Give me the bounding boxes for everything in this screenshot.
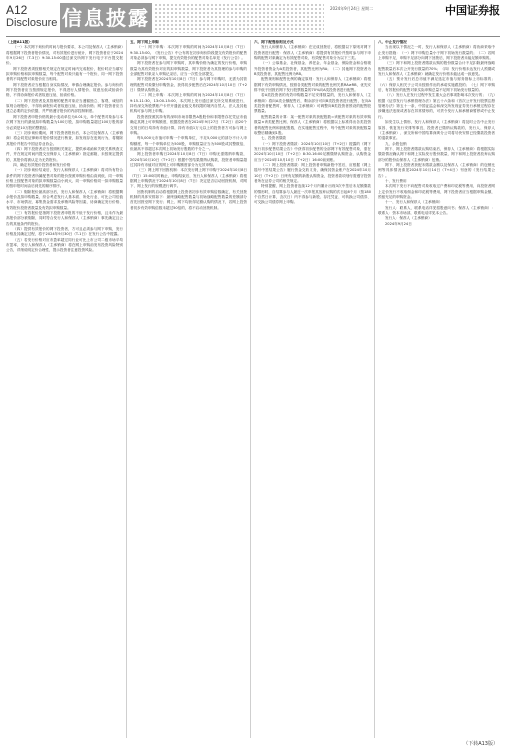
body-paragraph: 九、余股包销 [385,141,407,146]
body-paragraph: 配售数量的计算：某一配售对象的获配股数=该配售对象的有效申购数量×该类配售比例，保荐人（主承销商）将根据以上标准得出各类投资者的配售比例和获配股数，在实施配售过程中，每个配售对象的获配数量取整后精确到1股。 [254,114,371,135]
body-paragraph: （三）网上网下回拨机制：本次发行网上网下申购于2024年10月8日（T日）15:00同时截止，申购结束后，发行人和保荐人（主承销商）将根据网上申购情况于2024年10月8日（T日）决定是否启动回拨机制，对网下、网上发行的规模进行调节。 [130,168,247,189]
body-paragraph: 网下投资者在2024年10月8日（T日）参与网下申购时，无需为其管理的配售对象缴付申购资金，获得初步配售后在2024年10月10日（T+2日）缴纳认购资金。 [130,77,247,93]
body-paragraph: （四）提供有效报价的网下投资者，方可且必须参与网下申购，发行价格及其确定过程，将于2024年9月30日（T-1日）在发行公告中披露。 [6,227,123,237]
column-heading: （上接A11版） [6,40,32,44]
page-header [0,0,506,40]
body-paragraph: 网下投资者在参与网下申购时，其申购价格为确定的发行价格，申购数量为其有效报价对应的拟申购数量，网下投资者为其管理的参与申购的全部配售对象录入申购记录后，应当一次性全部提交。 [130,61,247,77]
body-paragraph: （一）初步询价结束后，发行人和保荐人（主承销商）将对所有符合条件的网下投资者所属配售对象的报价按照申购价格由高到低、同一申购价格上按配售对象的拟申购数量由小到大、同一申购价格同一拟申购数量的按申报时间由后到先的顺序排序。 [6,168,123,189]
section-title-banner: 信息披露 [60,3,152,33]
article-body [6,40,500,738]
newspaper-masthead: 中国证券报 [445,4,500,17]
header-rule [6,36,500,37]
column-divider [126,40,127,738]
body-paragraph: 发行人：保荐人（主承销商） [385,216,432,221]
body-paragraph: 网下、网上投资者获配未缴款金额以及保荐人（主承销商）的包销比例等具体情况请见2024年10月14日（T+4日）刊登的《发行结果公告》。 [378,162,495,178]
text-column-3 [254,40,371,738]
body-paragraph: 特别提醒，网上投资者连续12个月内累计出现3次中签后未足额缴款的情形时，自结算参与人最近一次申报其放弃认购的次日起6个月（按180个自然日计算，含次日）内不得参与新股、存托凭证、可转换公司债券、可交换公司债券网上申购。 [254,184,371,205]
body-paragraph: （三）初步询价期间，网下投资者报价后，本公司及保荐人（主承销商）将会同见证律师对报价情况进行核查，如发现存在违规行为，将剔除其报价并报告中国证券业协会。 [6,130,123,146]
issue-date: 2024年9月24日 星期二 [330,6,374,11]
column-heading: 八、中止发行情况 [378,40,407,44]
body-paragraph: 十一、发行人和保荐人（主承销商） [385,200,443,205]
body-paragraph: （三）有效报价是指网下投资者申报的不低于发行价格，且未作为最高报价部分被剔除，同时符合发行人和保荐人（主承销商）事先确定且公告的其他条件的报价。 [6,211,123,226]
column-divider [374,40,375,738]
body-paragraph: 七、投资者缴款 [261,136,287,141]
column-divider [250,40,251,738]
body-paragraph: （一）公募基金、社保基金、养老金、年金基金、保险资金和合格境外投资者资金为A类投资者，其配售比例为RA；（二）其他网下投资者为B类投资者，其配售比例为RB。 [254,61,371,77]
column-heading: 五、网下网上申购 [130,40,159,44]
body-paragraph: （四）网下投资者应当按照相关规定，提供承诺函和关联关系核查文件，并在规定时间内提交至保荐人（主承销商）指定邮箱，未按规定提供的，其报价将被认定为无效报价。 [6,146,123,162]
body-paragraph: 四、确定有效报价投资者和发行价格 [13,162,71,167]
body-paragraph: （二）剔除报价最高部分后，发行人和保荐人（主承销商）将根据剩余报价及拟申购数量，综合考虑发行人基本面、所处行业、可比公司估值水平、市场情况、募集资金需求及承销风险等因素，协商确定发行价格、有效报价投资者数量及有效拟申购数量。 [6,189,123,210]
text-column-4 [378,40,495,738]
body-paragraph: 网下投资者应当根据自身实际情况，审慎合理确定报价。参与询价的网下投资者应当按照规定报价，不得进行人情报价、故意压低或抬高价格，不得协商报价或者故意压低、抬高价格。 [6,82,123,98]
body-paragraph: （五）若发行价格对应市盈率超过同行业可比上市公司二级市场平均市盈率，发行人和保荐人（主承销商）将在网上申购前发布投资风险特别公告，详细说明定价合理性，提示投资者注意投资风险。 [6,237,123,253]
page-number: A12 [6,3,28,17]
dot-pattern-decoration [154,3,324,33]
body-paragraph: （二）网上投资者缴款：网上投资者申购新股中签后，应根据《网上摇号中签结果公告》履行资金交收义务，确保其资金账户在2024年10月10日（T+2日）日终有足额的新股认购资金，投资者款项划付需遵守投资者所在证券公司的相关规定。 [254,162,371,183]
body-paragraph: （二）网上申购：本次网上申购的时间为2024年10月8日（T日）9:15-11:30，13:00-15:00，本次网上发行通过深交所交易系统进行，持有深交所股票账户卡并开通创业板交易权限的境内自然人、法人及其他机构可参与网上申购。 [130,93,247,114]
body-paragraph: 若A类投资者的有效申购数量不足安排数量的，发行人和保荐人（主承销商）将向A类全额配售后，剩余部分可向B类投资者进行配售，在向A类投资者配售时，保荐人（主承销商）可调整向B类投资者预设的配售股票数量。 [254,93,371,114]
section-name-en: Disclosure [6,17,58,29]
body-paragraph: 网下投资者申报价格的最小变动单位为0.01元，单个配售对象参与本次网下发行的最低拟申购数量为100万股，拟申购数量超过100万股的部分必须是10万股的整数倍。 [6,114,123,130]
body-paragraph: （一）网下申购：本次网下申购的时间为2024年10月8日（T日）9:30-15:00。《发行公告》中公布的在初步询价阶段提交有效报价的配售对象必须参与网下申购，提交有效报价的配售对象名单见《发行公告》。 [130,45,247,61]
text-column-2 [130,40,247,738]
body-paragraph: 每5,000元市值可申购一个申购单位，不足5,000元的部分不计入申购额度，每一个申购单位为500股，申购数量应当为500股或其整数倍，但最高不得超过本次网上初始发行股数的千分之一。 [130,136,247,151]
body-paragraph: 如发生以上情形，发行人和保荐人（主承销商）将及时公告中止发行原因、恢复发行安排等事宜，投资者已缴纳认购款的，发行人、保荐人（主承销商）、深交所和中国结算深圳分公司将尽快安排已经缴款投资者的退款事宜。 [378,120,495,141]
body-paragraph: 发行人和保荐人（主承销商）在完成回拨后，将根据以下原则对网下投资者进行配售：保荐人（主承销商）将提供有效报价并按时参与网下申购的配售对象确定为有效配售对象，有效配售对象分为以下三类。 [254,45,371,61]
body-paragraph: （三）网下和网上投资者缴款认购的股份数量合计不足扣除最终战略配售数量后本次公开发行数量的70%；（四）发行价格未达发行人预期或发行人和保荐人（主承销商）就确定发行价格未能达成一致意见。 [378,61,495,77]
body-paragraph: 网下、网上投资者缴款认购结束后，保荐人（主承销商）将根据实际缴款情况确认网下和网上实际发行股份数量，网下和网上投资者放弃认购部分的股份由保荐人（主承销商）包销。 [378,146,495,162]
body-paragraph: （八）发行人在发行过程中发生重大会后事项影响本次发行的；（九）根据《证券发行与承销管理办法》第五十六条和《首次公开发行股票注册管理办法》第五十一条，中国证监会和深交所发现证券发行承销过程存在涉嫌违法违规或者存在异常情形的，可责令发行人和承销商暂停或中止发行。 [378,93,495,119]
body-paragraph: 回拨机制的启动将根据网上投资者初步有效申购倍数确定，有关回拨机制的具体安排如下：最终战略配售数量与初始战略配售数量的差额部分首先回拨至网下发行；网上、网下均获得足额认购的情况下，若网上投资者初步有效申购倍数未超过50倍的，将不启动回拨机制。 [130,189,247,210]
continued-note: （下转A13版） [463,741,498,747]
body-paragraph: （五）预计发行后总市值不满足选定市值与财务指标上市标准的；（六）保荐人相关子公司未按照作出的承诺实施跟投的；（七）网下申购后，有效报价的配售对象实际申购总量不足网下初始发行数量的。 [378,77,495,93]
body-paragraph: （一）本次网下询价的时间与报价要求，本公司及保荐人（主承销商）将根据网下投资者报价情况，对有效报价进行统计，网下投资者应于2024年9月26日（T-3日）9:30-15:00通过深交所网下发行电子平台提交报价。 [6,45,123,66]
body-paragraph: 2024年9月24日 [385,221,412,226]
body-paragraph: 发行人：联系人、联系电话详见招股意向书；保荐人（主承销商）：联系人：资本市场部，联系电话详见本公告。 [378,205,495,215]
body-paragraph: 十、发行费用 [385,178,407,183]
text-column-1 [6,40,123,738]
body-paragraph: （二）网下投资者及其管理的配售对象应当遵循独立、客观、诚信的原则合理报价，不得协商报价或者故意压低、抬高价格；网下投资者应当建立必要的定价依据，并严格遵守报价的内部控制制度。 [6,98,123,114]
body-paragraph: 网下投资者须按照相关规定在规定时间内完成报价，报价时应当填写拟申购价格和拟申购数量，每个配售对象只能有一个报价，同一网下投资者的不同配售对象报价应当相同。 [6,66,123,82]
body-paragraph: 配售规则和配售比例的确定原则：发行人和保荐人（主承销商）将根据网下有效申购情况，按照各类配售对象的配售比例关系RA≥RB，优先安排不低于回拨后网下发行股票数量的70%向A类投资者进行配售。 [254,77,371,93]
body-paragraph: （一）网下投资者缴款：2024年10月10日（T+2日）披露的《网下发行初步配售结果公告》中获得初步配售的全部网下有效配售对象，需在2024年10月10日（T+2日）8:30-16:00足额缴纳认购资金，认购资金应当于2024年10月10日（T+2日）16:00前到账。 [254,141,371,162]
body-paragraph: 网上投资者申购日2024年10月8日（T日）申购无需缴纳申购款，2024年10月10日（T+2日）根据中签结果缴纳认购款，投资者申购量超过其持有市值对应的网上可申购额度部分为无效申购。 [130,152,247,167]
column-heading: 六、网下配售原则及方式 [254,40,294,44]
body-paragraph: 投资者按照其持有的深圳市场非限售A股股份和非限售存托凭证市值确定其网上可申购额度，根据投资者在2024年9月27日（T-2日）前20个交易日的日均持有市值计算，持有市值1万元以上的投资者方可参与网上申购。 [130,114,247,135]
body-paragraph: 当出现以下情况之一时，发行人和保荐人（主承销商）将协商采取中止发行措施：（一）网下申购总量小于网下初始发行数量的；（二）若网上申购不足，申购不足部分向网下回拨后，网下投资者未能足额申购的。 [378,45,495,61]
body-paragraph: 本次网下发行不向配售对象收取过户费和印花税等费用，向投资者网上定价发行不收取佣金和印花税等费用，网下投资者应当根据申购金额，预留充足的申购资金。 [378,184,495,199]
